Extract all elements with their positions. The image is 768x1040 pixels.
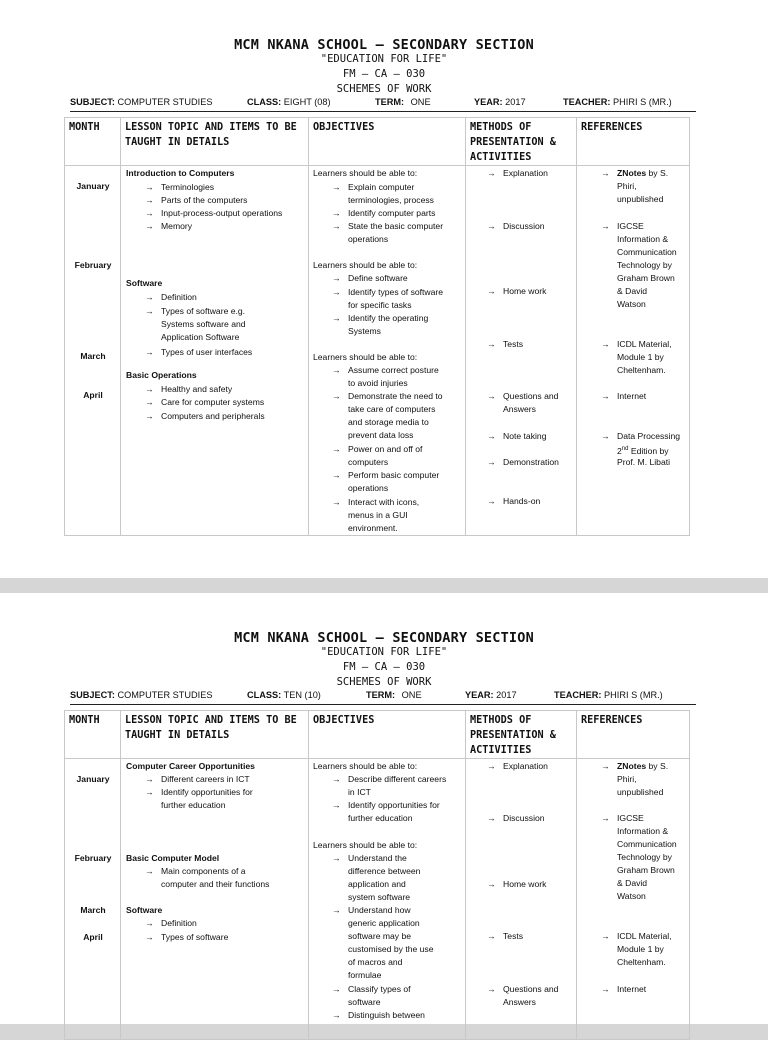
topic-item: → Different careers in ICT — [161, 773, 250, 786]
header-methods: METHODS OF PRESENTATION & ACTIVITIES — [466, 118, 577, 166]
topic-title: Introduction to Computers — [126, 168, 235, 178]
reference-line: Phiri, — [617, 774, 637, 784]
reference-line: Module 1 by — [617, 352, 664, 362]
objective-intro: Learners should be able to: — [313, 761, 418, 771]
reference-line: → IGCSE — [617, 812, 644, 825]
topic-item: → Input-process-output operations — [161, 207, 282, 220]
reference-line: Communication — [617, 247, 677, 257]
reference-line: Communication — [617, 839, 677, 849]
topic-item: Systems software and — [161, 319, 246, 329]
objective-intro: Learners should be able to: — [313, 260, 418, 270]
topic-item: → Types of user interfaces — [161, 346, 252, 359]
form-code: FM – CA – 030 — [342, 661, 426, 673]
reference-line: → ZNotes by S. — [617, 167, 668, 180]
objective-line: → Identify opportunities for — [348, 799, 440, 812]
school-motto: "EDUCATION FOR LIFE" — [320, 53, 448, 65]
objective-line: system software — [348, 892, 411, 902]
month-cell — [65, 759, 121, 1040]
objective-line: for specific tasks — [348, 300, 412, 310]
objective-line: operations — [348, 483, 389, 493]
header-month: MONTH — [65, 711, 121, 759]
subject-field: SUBJECT: COMPUTER STUDIES — [70, 690, 213, 700]
objective-line: → Distinguish between — [348, 1009, 425, 1022]
year-field: YEAR: 2017 — [465, 690, 517, 700]
objective-line: → Assume correct posture — [348, 364, 439, 377]
topic-item: → Main components of a — [161, 865, 246, 878]
method-item: → Home work — [503, 878, 546, 891]
objective-line: customised by the use — [348, 944, 434, 954]
header-methods: METHODS OF PRESENTATION & ACTIVITIES — [466, 711, 577, 759]
month-cell — [65, 166, 121, 536]
method-item: → Note taking — [503, 430, 546, 443]
objective-line: → Identify the operating — [348, 312, 428, 325]
method-item: Answers — [503, 997, 536, 1007]
method-item: → Demonstration — [503, 456, 559, 469]
objective-line: computers — [348, 457, 389, 467]
table-row — [65, 759, 690, 1040]
objectives-cell — [309, 166, 466, 536]
objective-line: → Explain computer — [348, 181, 414, 194]
objective-line: prevent data loss — [348, 430, 414, 440]
method-item: → Home work — [503, 285, 546, 298]
school-name: MCM NKANA SCHOOL – SECONDARY SECTION — [234, 630, 534, 646]
objective-line: operations — [348, 234, 389, 244]
document-title: SCHEMES OF WORK — [336, 676, 432, 688]
header-objectives: OBJECTIVES — [309, 118, 466, 166]
class-field: CLASS: EIGHT (08) — [247, 97, 331, 107]
topic-item: → Memory — [161, 220, 192, 233]
objective-line: terminologies, process — [348, 195, 434, 205]
reference-line: & David — [617, 286, 648, 296]
objective-line: in ICT — [348, 787, 371, 797]
teacher-field: TEACHER: PHIRI S (MR.) — [554, 690, 663, 700]
objective-line: and storage media to — [348, 417, 429, 427]
objective-line: software — [348, 997, 381, 1007]
objective-line: → Define software — [348, 272, 408, 285]
school-motto: "EDUCATION FOR LIFE" — [320, 646, 448, 658]
reference-line: Technology by — [617, 260, 672, 270]
topic-title: Software — [126, 278, 163, 288]
meta-row — [70, 690, 696, 705]
reference-line: Prof. M. Libati — [617, 457, 671, 467]
month-march: March — [80, 905, 106, 915]
year-field: YEAR: 2017 — [474, 97, 526, 107]
method-item: → Explanation — [503, 760, 548, 773]
method-item: → Discussion — [503, 220, 545, 233]
reference-line: → ZNotes by S. — [617, 760, 668, 773]
header-references: REFERENCES — [577, 118, 690, 166]
reference-line: Technology by — [617, 852, 672, 862]
reference-line: → ICDL Material, — [617, 338, 672, 351]
objective-line: environment. — [348, 523, 398, 533]
objective-line: formulae — [348, 970, 382, 980]
methods-cell — [466, 166, 577, 536]
table-row — [65, 166, 690, 536]
table-header-row — [65, 118, 690, 166]
header-references: REFERENCES — [577, 711, 690, 759]
objective-line: → Understand the — [348, 852, 407, 865]
objective-line: take care of computers — [348, 404, 436, 414]
objective-line: generic application — [348, 918, 420, 928]
month-january: January — [76, 181, 110, 191]
objective-line: → Demonstrate the need to — [348, 390, 443, 403]
objective-line: → Interact with icons, — [348, 496, 419, 509]
topic-item: → Types of software e.g. — [161, 305, 245, 318]
objectives-cell — [309, 759, 466, 1040]
reference-line: Phiri, — [617, 181, 637, 191]
topic-item: → Identify opportunities for — [161, 786, 253, 799]
methods-cell — [466, 759, 577, 1040]
objective-line: difference between — [348, 866, 421, 876]
form-code: FM – CA – 030 — [342, 68, 426, 80]
objective-line: → Perform basic computer — [348, 469, 439, 482]
objective-line: application and — [348, 879, 406, 889]
references-cell — [577, 759, 690, 1040]
objective-intro: Learners should be able to: — [313, 352, 418, 362]
reference-line: → Data Processing — [617, 430, 680, 443]
topic-item: → Healthy and safety — [161, 383, 232, 396]
objective-line: → Identify types of software — [348, 286, 443, 299]
objective-line: software may be — [348, 931, 412, 941]
document-title: SCHEMES OF WORK — [336, 83, 432, 95]
objective-line: → Identify computer parts — [348, 207, 435, 220]
header-month: MONTH — [65, 118, 121, 166]
objective-line: Systems — [348, 326, 381, 336]
method-item: → Questions and — [503, 983, 558, 996]
method-item: → Explanation — [503, 167, 548, 180]
topic-cell — [121, 759, 309, 1040]
topic-title: Computer Career Opportunities — [126, 761, 255, 771]
reference-line: → Internet — [617, 390, 646, 403]
reference-line: Information & — [617, 234, 669, 244]
reference-line: 2nd Edition by — [617, 445, 669, 456]
reference-line: → IGCSE — [617, 220, 644, 233]
topic-item: → Types of software — [161, 931, 228, 944]
meta-row — [70, 97, 696, 112]
topic-title: Basic Operations — [126, 370, 197, 380]
topic-title: Software — [126, 905, 163, 915]
objective-line: of macros and — [348, 957, 403, 967]
month-january: January — [76, 774, 110, 784]
reference-line: Graham Brown — [617, 273, 675, 283]
objective-line: further education — [348, 813, 413, 823]
reference-line: Information & — [617, 826, 669, 836]
topic-item: → Care for computer systems — [161, 396, 264, 409]
scheme-table — [64, 710, 690, 1040]
method-item: → Tests — [503, 930, 523, 943]
class-field: CLASS: TEN (10) — [247, 690, 321, 700]
subject-field: SUBJECT: COMPUTER STUDIES — [70, 97, 213, 107]
objective-line: → Classify types of — [348, 983, 411, 996]
topic-item: → Definition — [161, 291, 197, 304]
month-march: March — [80, 351, 106, 361]
references-cell — [577, 166, 690, 536]
topic-item: Application Software — [161, 332, 240, 342]
reference-line: Module 1 by — [617, 944, 664, 954]
method-item: Answers — [503, 404, 536, 414]
reference-line: Cheltenham. — [617, 957, 666, 967]
objective-intro: Learners should be able to: — [313, 840, 418, 850]
topic-title: Basic Computer Model — [126, 853, 220, 863]
term-field: TERM: ONE — [375, 97, 431, 107]
reference-line: Watson — [617, 299, 646, 309]
topic-item: further education — [161, 800, 226, 810]
topic-item: → Definition — [161, 917, 197, 930]
document-page-2 — [0, 593, 768, 1024]
teacher-field: TEACHER: PHIRI S (MR.) — [563, 97, 672, 107]
method-item: → Tests — [503, 338, 523, 351]
objective-intro: Learners should be able to: — [313, 168, 418, 178]
topic-item: → Terminologies — [161, 181, 214, 194]
month-february: February — [74, 260, 112, 270]
reference-line: → Internet — [617, 983, 646, 996]
reference-line: Cheltenham. — [617, 365, 666, 375]
reference-line: unpublished — [617, 194, 664, 204]
objective-line: menus in a GUI — [348, 510, 408, 520]
objective-line: → Understand how — [348, 904, 411, 917]
objective-line: → State the basic computer — [348, 220, 443, 233]
method-item: → Hands-on — [503, 495, 540, 508]
reference-line: Graham Brown — [617, 865, 675, 875]
objective-line: → Describe different careers — [348, 773, 446, 786]
month-february: February — [74, 853, 112, 863]
method-item: → Discussion — [503, 812, 545, 825]
month-april: April — [83, 390, 103, 400]
topic-item: computer and their functions — [161, 879, 270, 889]
reference-line: unpublished — [617, 787, 664, 797]
topic-item: → Parts of the computers — [161, 194, 247, 207]
month-april: April — [83, 932, 103, 942]
scheme-table — [64, 117, 690, 536]
header-topic: LESSON TOPIC AND ITEMS TO BE TAUGHT IN DETAILS — [121, 118, 309, 166]
reference-line: Watson — [617, 891, 646, 901]
topic-cell — [121, 166, 309, 536]
topic-item: → Computers and peripherals — [161, 410, 265, 423]
reference-line: → ICDL Material, — [617, 930, 672, 943]
header-objectives: OBJECTIVES — [309, 711, 466, 759]
objective-line: to avoid injuries — [348, 378, 408, 388]
table-header-row — [65, 711, 690, 759]
term-field: TERM: ONE — [366, 690, 422, 700]
header-topic: LESSON TOPIC AND ITEMS TO BE TAUGHT IN DETAILS — [121, 711, 309, 759]
reference-line: & David — [617, 878, 648, 888]
school-name: MCM NKANA SCHOOL – SECONDARY SECTION — [234, 37, 534, 53]
objective-line: → Power on and off of — [348, 443, 422, 456]
method-item: → Questions and — [503, 390, 558, 403]
